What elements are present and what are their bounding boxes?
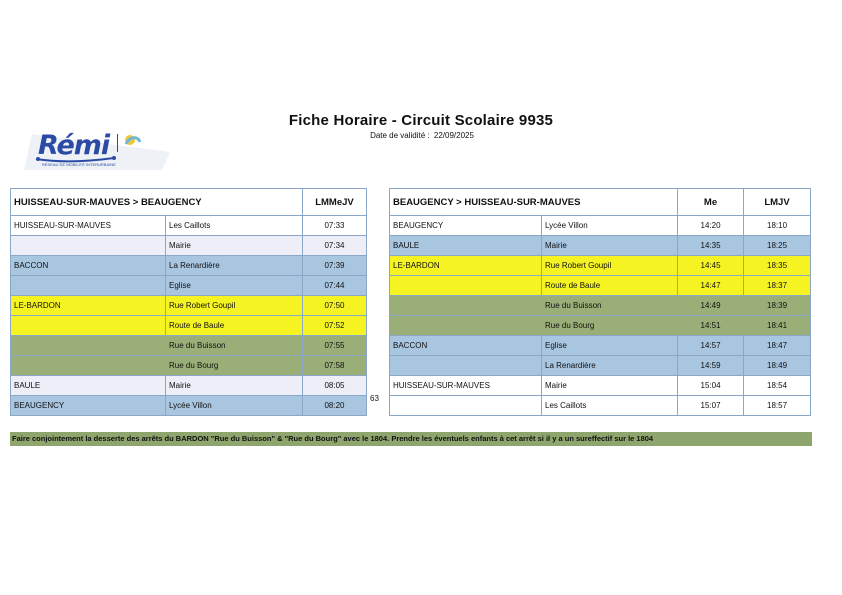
stop-cell: Rue Robert Goupil [166, 296, 303, 316]
time-cell: 14:49 [678, 296, 744, 316]
day-header-me: Me [678, 189, 744, 216]
time-cell: 18:25 [744, 236, 811, 256]
time-cell: 14:59 [678, 356, 744, 376]
table-row [390, 356, 811, 376]
table-row [390, 216, 811, 236]
table-row [11, 376, 367, 396]
commune-cell [390, 296, 542, 316]
time-cell: 07:44 [303, 276, 367, 296]
stop-cell: Route de Baule [166, 316, 303, 336]
page-title: Fiche Horaire - Circuit Scolaire 9935 [288, 112, 554, 129]
time-cell: 07:34 [303, 236, 367, 256]
table-row [11, 256, 367, 276]
table-row [11, 396, 367, 416]
table-row [390, 276, 811, 296]
table-row [390, 396, 811, 416]
table-row [11, 296, 367, 316]
time-cell: 14:57 [678, 336, 744, 356]
stop-cell: Mairie [166, 376, 303, 396]
table-row [11, 276, 367, 296]
outbound-schedule-body [11, 216, 367, 416]
stop-cell: Eglise [166, 276, 303, 296]
time-cell: 14:51 [678, 316, 744, 336]
outbound-schedule-table [10, 188, 367, 416]
page-number: 63 [370, 394, 379, 403]
commune-cell: BEAUGENCY [390, 216, 542, 236]
remi-logo [22, 130, 172, 172]
day-header-lmjv: LMJV [744, 189, 811, 216]
stop-cell: Route de Baule [542, 276, 678, 296]
time-cell: 07:39 [303, 256, 367, 276]
stop-cell: La Renardière [166, 256, 303, 276]
commune-cell: BAULE [11, 376, 166, 396]
time-cell: 14:47 [678, 276, 744, 296]
stop-cell: Les Caillots [166, 216, 303, 236]
route-header: BEAUGENCY > HUISSEAU-SUR-MAUVES [390, 189, 678, 216]
commune-cell [390, 316, 542, 336]
table-row [390, 256, 811, 276]
stop-cell: Mairie [166, 236, 303, 256]
stop-cell: Lycée Villon [542, 216, 678, 236]
time-cell: 18:10 [744, 216, 811, 236]
time-cell: 07:33 [303, 216, 367, 236]
stop-cell: Les Caillots [542, 396, 678, 416]
stop-cell: Lycée Villon [166, 396, 303, 416]
commune-cell [11, 276, 166, 296]
service-note: Faire conjointement la desserte des arrêts du BARDON "Rue du Buisson" & "Rue du Bourg" avec le 1804. Prendre les éventuels enfants à cet arrêt si il y a un sureffectif sur le 1804 [10, 432, 812, 446]
stop-cell: Eglise [542, 336, 678, 356]
commune-cell [11, 356, 166, 376]
time-cell: 18:54 [744, 376, 811, 396]
time-cell: 15:07 [678, 396, 744, 416]
stop-cell: Rue Robert Goupil [542, 256, 678, 276]
time-cell: 07:58 [303, 356, 367, 376]
commune-cell: LE-BARDON [390, 256, 542, 276]
commune-cell: BAULE [390, 236, 542, 256]
commune-cell [11, 336, 166, 356]
table-row [390, 296, 811, 316]
time-cell: 18:41 [744, 316, 811, 336]
commune-cell [11, 236, 166, 256]
stop-cell: Mairie [542, 236, 678, 256]
return-schedule-body [390, 216, 811, 416]
commune-cell [390, 356, 542, 376]
commune-cell [390, 396, 542, 416]
time-cell: 07:50 [303, 296, 367, 316]
return-schedule-table [389, 188, 811, 416]
stop-cell: Rue du Buisson [542, 296, 678, 316]
route-header: HUISSEAU-SUR-MAUVES > BEAUGENCY [11, 189, 303, 216]
time-cell: 18:47 [744, 336, 811, 356]
time-cell: 15:04 [678, 376, 744, 396]
table-header-row [11, 189, 367, 216]
table-row [11, 216, 367, 236]
commune-cell: HUISSEAU-SUR-MAUVES [11, 216, 166, 236]
stop-cell: La Renardière [542, 356, 678, 376]
table-header-row [390, 189, 811, 216]
table-row [390, 236, 811, 256]
commune-cell [11, 316, 166, 336]
time-cell: 08:05 [303, 376, 367, 396]
stop-cell: Rue du Buisson [166, 336, 303, 356]
time-cell: 07:52 [303, 316, 367, 336]
logo-separator [117, 134, 118, 152]
time-cell: 18:39 [744, 296, 811, 316]
logo-brand-text: Rémi [38, 130, 110, 161]
table-row [11, 316, 367, 336]
commune-cell [390, 276, 542, 296]
table-row [390, 376, 811, 396]
validity-date: 22/09/2025 [433, 131, 474, 140]
commune-cell: BACCON [390, 336, 542, 356]
time-cell: 18:37 [744, 276, 811, 296]
time-cell: 07:55 [303, 336, 367, 356]
validity-label: Date de validité : [370, 131, 430, 140]
commune-cell: BEAUGENCY [11, 396, 166, 416]
stop-cell: Rue du Bourg [542, 316, 678, 336]
time-cell: 18:35 [744, 256, 811, 276]
time-cell: 18:49 [744, 356, 811, 376]
commune-cell: HUISSEAU-SUR-MAUVES [390, 376, 542, 396]
table-row [11, 336, 367, 356]
time-cell: 08:20 [303, 396, 367, 416]
time-cell: 14:20 [678, 216, 744, 236]
commune-cell: BACCON [11, 256, 166, 276]
time-cell: 14:45 [678, 256, 744, 276]
logo-tagline: RÉSEAU DE MOBILITÉ INTERURBAINE [42, 162, 116, 167]
day-header: LMMeJV [303, 189, 367, 216]
commune-cell: LE-BARDON [11, 296, 166, 316]
table-row [11, 236, 367, 256]
table-row [390, 316, 811, 336]
table-row [390, 336, 811, 356]
time-cell: 14:35 [678, 236, 744, 256]
stop-cell: Rue du Bourg [166, 356, 303, 376]
table-row [11, 356, 367, 376]
stop-cell: Mairie [542, 376, 678, 396]
time-cell: 18:57 [744, 396, 811, 416]
